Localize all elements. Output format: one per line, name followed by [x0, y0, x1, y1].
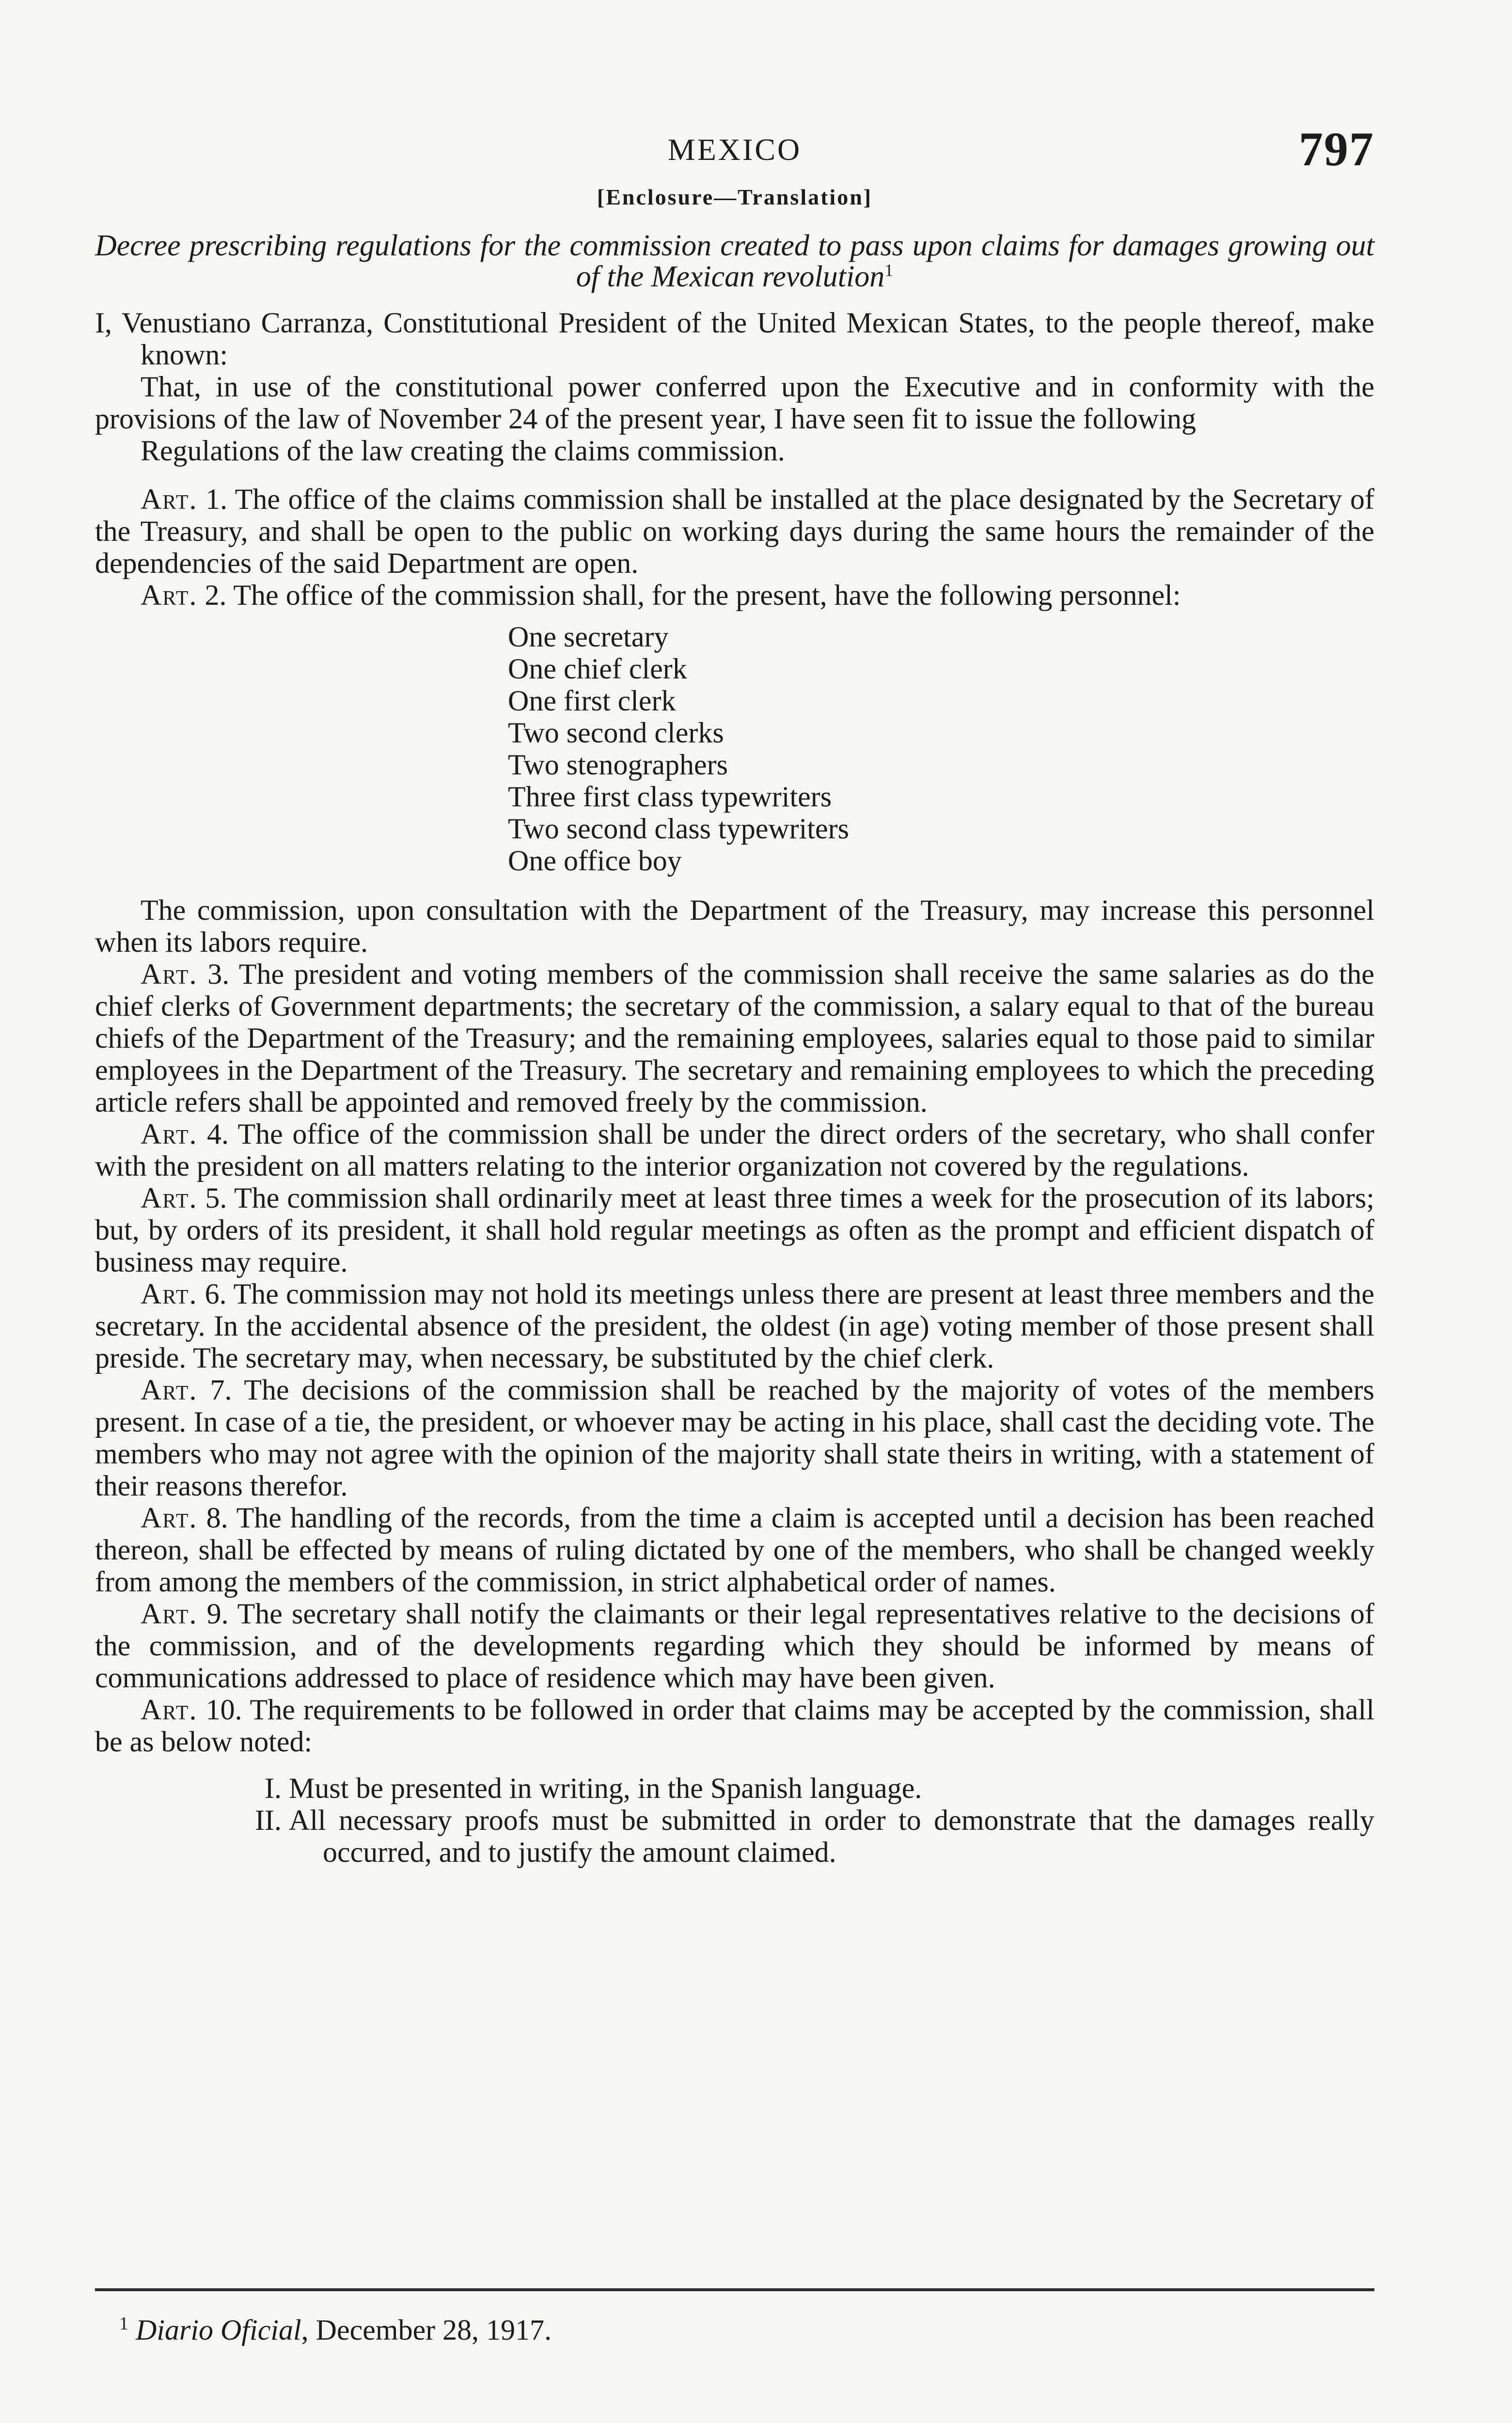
personnel-list: [508, 621, 1374, 877]
requirement-number: I.: [265, 1772, 282, 1804]
article-number: 9.: [206, 1598, 229, 1630]
regulations-heading: Regulations of the law creating the claims commission.: [141, 435, 785, 467]
article-label: Art.: [141, 1182, 198, 1214]
body-text: [95, 184, 1374, 1868]
article-number: 6.: [205, 1278, 227, 1310]
article-text: The secretary shall notify the claimants or their legal representatives relative to the decisions of the commission, and of the developments regarding which they should be informed by means of communications addressed to place of residence which may have been given.: [95, 1598, 1375, 1694]
personnel-item: Three first class typewriters: [508, 781, 832, 813]
article-6: [95, 1278, 1374, 1374]
article-text: The president and voting members of the commission shall receive the same salaries as do the chief clerks of Government departments; the secretary of the commission, a salary equal to that of the bureau chiefs of the Department of the Treasury; and the remaining employees, salaries equal to those paid to similar employees in the Department of the Treasury. The secretary and remaining employees to which the preceding article refers shall be appointed and removed freely by the commission.: [95, 958, 1374, 1118]
article-text: The commission shall ordinarily meet at least three times a week for the prosecution of its labors; but, by orders of its president, it shall hold regular meetings as often as the prompt and efficient dispatch of business may require.: [95, 1182, 1375, 1278]
article-number: 10.: [205, 1694, 242, 1726]
requirement-1: [95, 1772, 1374, 1804]
article-label: Art.: [141, 1694, 198, 1726]
article-text: The decisions of the commission shall be reached by the majority of votes of the members present. In case of a tie, the president, or whoever may be acting in his place, shall cast the deciding vote. The members who may not agree with the opinion of the majority shall state theirs in writing, with a statement of their reasons therefor.: [95, 1374, 1375, 1502]
footnote-date: , December 28, 1917.: [301, 2314, 552, 2346]
document-page: [95, 0, 1374, 2423]
article-label: Art.: [141, 1502, 198, 1534]
requirement-number: II.: [255, 1804, 282, 1836]
personnel-item: Two second clerks: [508, 717, 724, 749]
article-text: The office of the commission shall, for the present, have the following personnel:: [233, 579, 1181, 611]
requirement-2: [95, 1804, 1374, 1868]
preamble: That, in use of the constitutional power conferred upon the Executive and in conformity with the provisions of the law of November 24 of the present year, I have seen fit to issue the following: [95, 371, 1374, 435]
running-head: MEXICO: [667, 132, 802, 167]
article-text: The commission may not hold its meetings unless there are present at least three members and the secretary. In the accidental absence of the president, the oldest (in age) voting member of those present shall preside. The secretary may, when necessary, be substituted by the chief clerk.: [95, 1278, 1375, 1374]
article-label: Art.: [141, 1278, 198, 1310]
article-3: [95, 958, 1374, 1118]
article-text: The requirements to be followed in order that claims may be accepted by the commission, shall be as below noted:: [95, 1694, 1374, 1758]
article-number: 3.: [207, 958, 230, 990]
footnote-divider: [95, 2288, 1374, 2291]
article-number: 2.: [205, 579, 227, 611]
personnel-item: Two stenographers: [508, 749, 728, 781]
article-label: Art.: [141, 1118, 198, 1150]
article-text: The office of the commission shall be under the direct orders of the secretary, who shall confer with the president on all matters relating to the interior organization not covered by the regulations.: [95, 1118, 1375, 1182]
personnel-note: The commission, upon consultation with the Department of the Treasury, may increase this personnel when its labors require.: [95, 894, 1374, 958]
enclosure-label: [Enclosure—Translation]: [597, 185, 873, 209]
article-4: [95, 1118, 1374, 1182]
requirement-text: Must be presented in writing, in the Spanish language.: [289, 1772, 922, 1804]
article-number: 4.: [207, 1118, 229, 1150]
page-number: 797: [1299, 122, 1374, 176]
article-number: 8.: [206, 1502, 228, 1534]
decree-title: [95, 230, 1374, 292]
article-number: 1.: [205, 483, 228, 515]
article-1: [95, 483, 1374, 579]
footnote-mark: 1: [884, 260, 894, 280]
article-number: 5.: [205, 1182, 227, 1214]
article-text: The office of the claims commission shall be installed at the place designated by the Secretary of the Treasury, and shall be open to the public on working days during the same hours the remainder of the dependencies of the said Department are open.: [95, 483, 1374, 579]
article-label: Art.: [141, 958, 198, 990]
article-label: Art.: [141, 1598, 198, 1630]
article-8: [95, 1502, 1374, 1598]
article-label: Art.: [141, 483, 198, 515]
article-10: [95, 1694, 1374, 1758]
footnote-source: Diario Oficial: [136, 2314, 301, 2346]
article-number: 7.: [210, 1374, 232, 1406]
article-label: Art.: [141, 579, 198, 611]
personnel-item: Two second class typewriters: [508, 813, 849, 845]
article-9: [95, 1598, 1374, 1694]
personnel-item: One first clerk: [508, 685, 676, 717]
article-2: [95, 579, 1374, 611]
article-5: [95, 1182, 1374, 1278]
article-text: The handling of the records, from the time a claim is accepted until a decision has been reached thereon, shall be effected by means of ruling dictated by one of the members, who shall be changed weekly from among the members of the commission, in strict alphabetical order of names.: [95, 1502, 1375, 1598]
personnel-item: One chief clerk: [508, 653, 687, 685]
decree-title-text: Decree prescribing regulations for the commission created to pass upon claims for damages growing out of the Mexican revolution: [95, 229, 1374, 293]
page-header: [95, 121, 1374, 179]
footnote-mark: 1: [119, 2313, 128, 2334]
personnel-item: One office boy: [508, 845, 682, 877]
article-7: [95, 1374, 1374, 1502]
personnel-item: One secretary: [508, 621, 669, 653]
requirement-text: All necessary proofs must be submitted in order to demonstrate that the damages really occurred, and to justify the amount claimed.: [289, 1804, 1374, 1868]
footnote: [119, 2314, 551, 2346]
proclamation: I, Venustiano Carranza, Constitutional President of the United Mexican States, to the people thereof, make known:: [95, 307, 1374, 371]
article-label: Art.: [141, 1374, 198, 1406]
